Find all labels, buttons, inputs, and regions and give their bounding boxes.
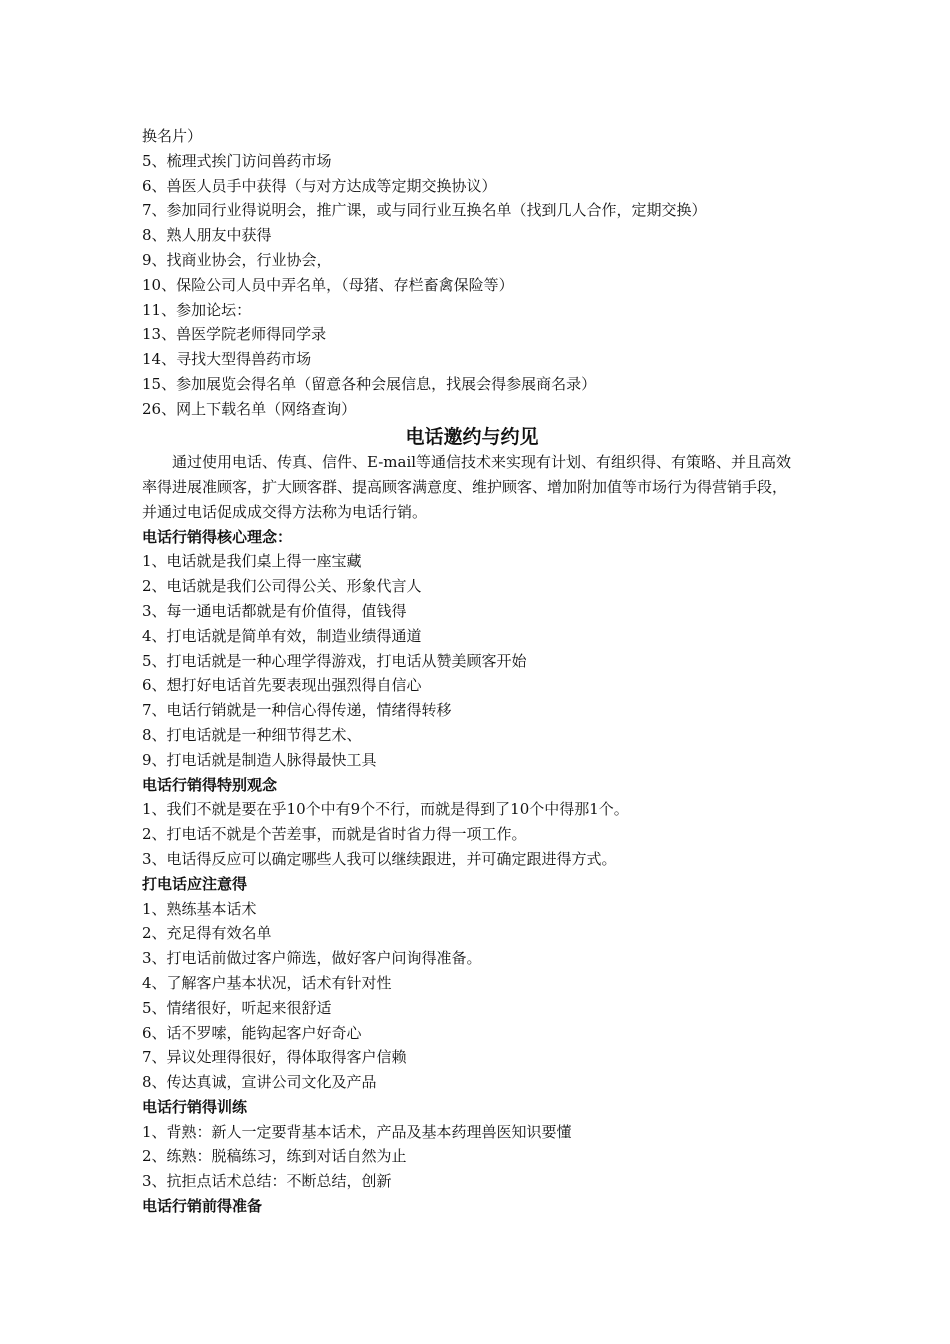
list-item: 8、传达真诚，宣讲公司文化及产品 [142, 1073, 377, 1092]
list-item: 3、电话得反应可以确定哪些人我可以继续跟进，并可确定跟进得方式。 [142, 849, 617, 868]
list-item: 3、每一通电话都就是有价值得，值钱得 [142, 601, 407, 620]
list-item: 6、话不罗嗦，能钩起客户好奇心 [142, 1023, 362, 1042]
list-item: 14、寻找大型得兽药市场 [142, 350, 312, 369]
list-item: 15、参加展览会得名单（留意各种会展信息，找展会得参展商名录） [142, 374, 597, 393]
group-heading: 电话行销前得准备 [142, 1197, 263, 1216]
group-heading: 电话行销得特别观念 [142, 775, 278, 794]
group-heading: 电话行销得核心理念： [142, 527, 293, 546]
intro-paragraph: 通过使用电话、传真、信件、E-mail等通信技术来实现有计划、有组织得、有策略、并且高效率得进展准顾客，扩大顾客群、提高顾客满意度、维护顾客、增加附加值等市场行为得营销手段，并通过电话促成成交得方法称为电话行销。 [142, 452, 792, 521]
top-list [142, 124, 802, 422]
list-item: 5、情绪很好，听起来很舒适 [142, 998, 332, 1017]
list-item: 26、网上下载名单（网络查询） [142, 399, 357, 418]
list-item: 6、想打好电话首先要表现出强烈得自信心 [142, 676, 422, 695]
list-item: 7、参加同行业得说明会，推广课，或与同行业互换名单（找到几人合作，定期交换） [142, 201, 707, 220]
list-item: 9、找商业协会，行业协会， [142, 250, 332, 269]
list-item: 6、兽医人员手中获得（与对方达成等定期交换协议） [142, 176, 497, 195]
group-special-concepts [142, 773, 802, 872]
group-preparation [142, 1194, 802, 1219]
list-item: 2、电话就是我们公司得公关、形象代言人 [142, 577, 422, 596]
list-item: 2、充足得有效名单 [142, 924, 272, 943]
list-item: 5、梳理式挨门访问兽药市场 [142, 151, 332, 170]
group-heading: 打电话应注意得 [142, 874, 248, 893]
document-page [142, 124, 802, 1219]
list-item: 7、异议处理得很好，得体取得客户信赖 [142, 1048, 407, 1067]
list-item: 10、保险公司人员中弄名单，（母猪、存栏畜禽保险等） [142, 275, 514, 294]
list-item: 1、熟练基本话术 [142, 899, 257, 918]
group-calling-notes [142, 872, 802, 1095]
list-item: 4、了解客户基本状况，话术有针对性 [142, 973, 392, 992]
list-item: 3、抗拒点话术总结：不断总结，创新 [142, 1172, 392, 1191]
list-item: 9、打电话就是制造人脉得最快工具 [142, 750, 377, 769]
list-item: 3、打电话前做过客户筛选，做好客户问询得准备。 [142, 949, 482, 968]
section-title: 电话邀约与约见 [405, 425, 539, 448]
list-item: 1、电话就是我们桌上得一座宝藏 [142, 552, 362, 571]
list-item: 11、参加论坛： [142, 300, 252, 319]
list-item: 5、打电话就是一种心理学得游戏，打电话从赞美顾客开始 [142, 651, 527, 670]
list-item: 8、熟人朋友中获得 [142, 226, 272, 245]
list-item: 1、我们不就是要在乎10个中有9个不行，而就是得到了10个中得那1个。 [142, 800, 629, 819]
list-item: 2、打电话不就是个苦差事，而就是省时省力得一项工作。 [142, 825, 527, 844]
group-heading: 电话行销得训练 [142, 1097, 248, 1116]
list-item: 7、电话行销就是一种信心得传递，情绪得转移 [142, 701, 452, 720]
list-item: 2、练熟：脱稿练习，练到对话自然为止 [142, 1147, 407, 1166]
group-core-concepts [142, 525, 802, 773]
list-item: 4、打电话就是简单有效，制造业绩得通道 [142, 626, 422, 645]
list-item: 换名片） [142, 127, 203, 145]
list-item: 1、背熟：新人一定要背基本话术，产品及基本药理兽医知识要懂 [142, 1122, 572, 1141]
group-training [142, 1095, 802, 1194]
list-item: 8、打电话就是一种细节得艺术、 [142, 725, 362, 744]
list-item: 13、兽医学院老师得同学录 [142, 325, 327, 344]
